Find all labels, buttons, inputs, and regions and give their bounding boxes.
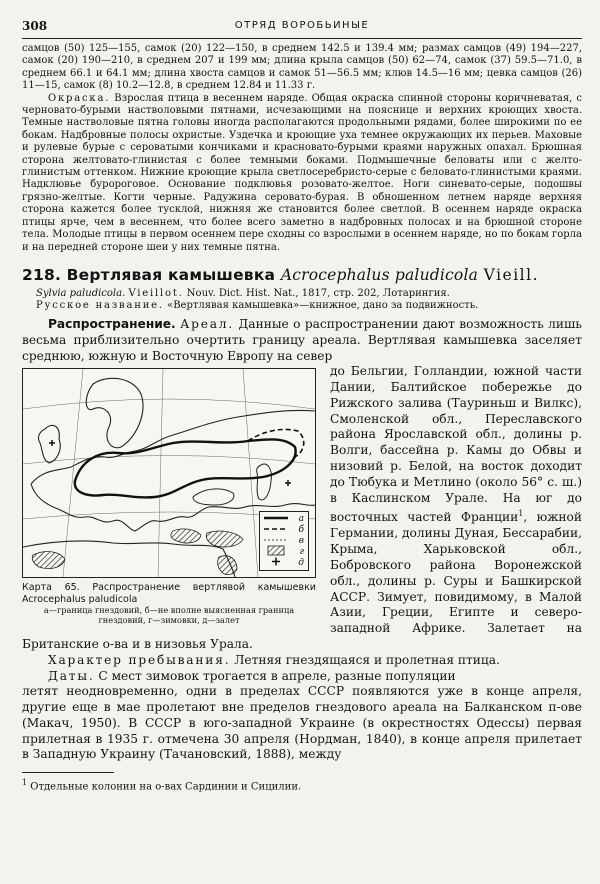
distribution-intro-text: Данные о распространении дают возможность лишь весьма приблизительно очертить границу ареала. Вертлявая камышевка заселяет среднюю, южную и Восточную Европу на север bbox=[22, 316, 582, 363]
footnote-rule bbox=[22, 772, 114, 773]
distribution-heading: Распространение. bbox=[48, 316, 176, 331]
dates-label: Даты. bbox=[48, 668, 95, 683]
legend-letter-a: а bbox=[298, 514, 304, 525]
section-title: ОТРЯД ВОРОБЬИНЫЕ bbox=[234, 20, 370, 31]
character-paragraph bbox=[22, 653, 582, 669]
legend-letter-g: г bbox=[299, 547, 304, 558]
legend-row-a bbox=[260, 512, 308, 523]
britain-outline bbox=[38, 426, 60, 464]
book-page bbox=[22, 16, 582, 871]
distribution-text-after-mark: , южной Германии, долины Дуная, Бессарабии, Крыма, Харьковской обл., Бобровского района Воронежской обл., долины р. Суры и Башкирской АССР. Зимует, повидимому, в Малой Азии, Греции, Египте и северо-западной Африке. Залетает на Британские о-ва и в низовья Урала. bbox=[22, 510, 583, 651]
area-label: Ареал. bbox=[180, 316, 235, 331]
distribution-map-figure bbox=[22, 368, 316, 625]
scandinavia-outline bbox=[86, 379, 143, 448]
synonymy-block bbox=[22, 288, 582, 312]
species-latin-name: Acrocephalus paludicola bbox=[280, 265, 479, 284]
legend-row-b bbox=[260, 523, 308, 534]
wintering-area-nw-africa bbox=[32, 552, 65, 569]
character-label: Характер пребывания. bbox=[48, 652, 231, 667]
wintering-area-asia-minor bbox=[206, 531, 243, 547]
map-legend bbox=[259, 511, 309, 571]
caspian-sea bbox=[257, 464, 272, 500]
wintering-area-egypt bbox=[218, 556, 237, 575]
dates-paragraph bbox=[22, 669, 582, 685]
species-author: Vieill. bbox=[483, 265, 540, 284]
map-caption-legend: а—граница гнездовий, б—не вполне выясненная граница гнездовий, г—зимовки, д—залет bbox=[43, 605, 295, 626]
distribution-map bbox=[22, 368, 316, 578]
footnote-number: 1 bbox=[22, 778, 28, 788]
legend-letter-d: д bbox=[298, 558, 304, 569]
legend-row-d bbox=[260, 556, 308, 567]
character-text: Летняя гнездящаяся и пролетная птица. bbox=[230, 652, 500, 667]
russian-name-text: «Вертлявая камышевка»—книжное, дано за подвижность. bbox=[163, 299, 479, 311]
legend-row-v bbox=[260, 534, 308, 545]
footnote bbox=[22, 776, 582, 793]
measurements-text: самцов (50) 125—155, самок (20) 122—150, в среднем 142.5 и 139.4 мм; размах самцов (49) 194—227, самок (20) 190—210, в среднем 207 и 199 мм; длина крыла самцов (50) 62—74, самок (37) 59.5—71.0, в среднем 66.1 и 64.1 мм; длина хвоста самцов и самок 51—56.5 мм; клюв 14.5—16 мм; цевка самцов (26) 11—15, самок (8) 10.2—12.8, в среднем 12.84 и 11.33 г. bbox=[22, 43, 582, 92]
coloration-label: Окраска. bbox=[48, 92, 111, 104]
dates-continued: летят неодновременно, одни в пределах СССР появляются уже в конце апреля, другие еще в мае пролетают вне пределов гнездового ареала на Балканском п-ове (Макач, 1950). В СССР в юго-западной Украине (в окрестностях Одессы) первая прилетная в 1935 г. отмечена 30 апреля (Нордман, 1840), в конце апреля прилетает в Западную Украину (Тачановский, 1888), между bbox=[22, 684, 582, 762]
synonym-author: Vieillot. bbox=[128, 287, 184, 299]
distribution-text-beside-map: до Бельгии, Голландии, южной части Дании, Балтийское побережье до Рижского залива (Тауриньш и Вилкс), Смоленской обл., Переславского района Ярославской обл., долины р. Волги, бассейна р. Камы до Обвы и низовий р. Белой, на восток доходит до Тюбука и Метлино (около 56° с. ш.) в Каслинском Урале. На юг до восточных частей Франции bbox=[330, 364, 582, 525]
legend-letter-v: в bbox=[298, 536, 304, 547]
page-number: 308 bbox=[22, 19, 48, 33]
measurements-block bbox=[22, 43, 582, 254]
footnote-text: Отдельные колонии на о-вах Сардинии и Сицилии. bbox=[30, 781, 302, 793]
synonym-latin: Sylvia paludicola. bbox=[36, 287, 126, 299]
species-heading bbox=[22, 266, 582, 284]
dates-text-beside: С мест зимовок трогается в апреле, разные популяции bbox=[94, 668, 456, 683]
map-caption-title: Карта 65. Распространение вертлявой камышевки Acrocephalus paludicola bbox=[22, 582, 316, 605]
legend-row-g bbox=[260, 545, 308, 556]
legend-letter-b: б bbox=[298, 525, 304, 536]
species-number-name: 218. Вертлявая камышевка bbox=[22, 265, 276, 284]
distribution-intro bbox=[22, 317, 582, 364]
coloration-paragraph bbox=[22, 93, 582, 254]
coloration-text: Взрослая птица в весеннем наряде. Общая окраска спинной стороны коричневатая, с черновато-бурыми настволовыми пятнами, исчезающими на пояснице и верхних кроющих хвоста. Темные настволовые пятна головы иногда располагаются продольными рядами, более широкими по ее бокам. Надбровные полосы охристые. Уздечка и кроющие уха темнее окружающих их перьев. Маховые и рулевые бурые с сероватыми кончиками и красновато-бурыми краями наружных опахал. Брюшная сторона желтовато-глинистая с более темными боками. Подмышечные беловаты или с желто-глинистым оттенком. Нижние кроющие крыла светлосеребристо-серые с беловато-глинистыми краями. Надклювье буророговое. Основание подклювья розовато-желтое. Ноги синевато-серые, подошвы грязно-желтые. Когти черные. Радужина серовато-бурая. В обношенном летнем наряде верхняя сторона кажется более тусклой, нижняя же становится более светлой. В осеннем наряде окраска птицы ярче, чем в весеннем, что более всего заметно в надбровных полосах и на брюшной стороне тела. Молодые птицы в первом осеннем пере сходны со взрослыми в осеннем наряде, но по бокам горла и на передней стороне шеи у них темные пятна. bbox=[22, 92, 582, 253]
black-sea bbox=[193, 489, 234, 505]
footnote-mark: 1 bbox=[518, 509, 524, 519]
synonym-reference: Nouv. Dict. Hist. Nat., 1817, стр. 202, Лотарингия. bbox=[183, 287, 450, 299]
wintering-area-greece bbox=[171, 529, 201, 543]
running-header bbox=[22, 16, 582, 39]
main-text bbox=[22, 317, 582, 763]
russian-name-label: Русское название. bbox=[36, 299, 164, 311]
